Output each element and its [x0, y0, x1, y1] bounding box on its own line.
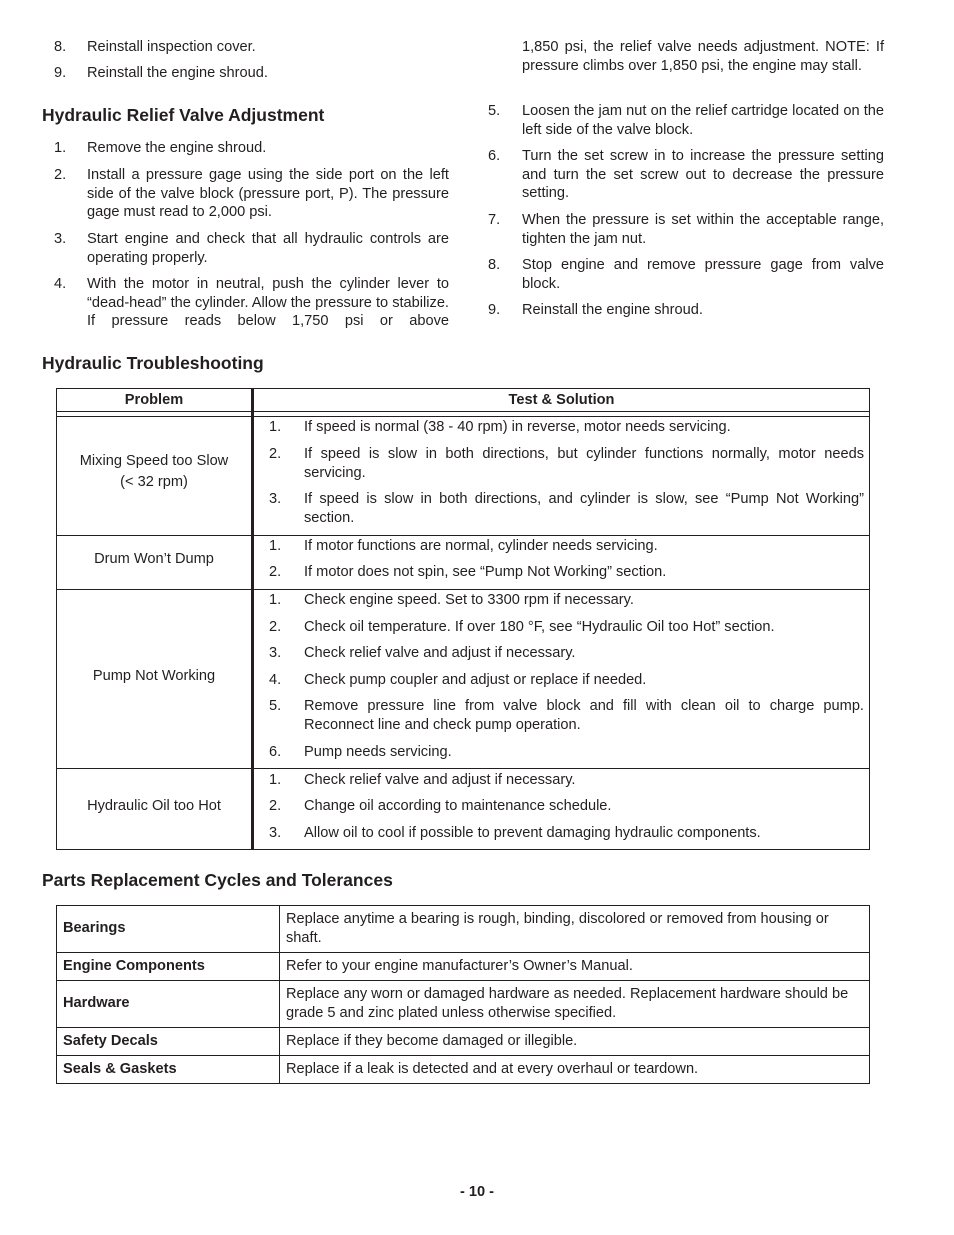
item-text: Reinstall the engine shroud.	[522, 302, 703, 318]
item-number: 8.	[488, 257, 501, 273]
solution-text: Check oil temperature. If over 180 °F, see “Hydraulic Oil too Hot” section.	[304, 619, 775, 635]
part-name: Bearings	[57, 906, 280, 953]
list-item	[488, 256, 884, 294]
part-name: Seals & Gaskets	[57, 1056, 280, 1084]
solution-text: If speed is slow in both directions, but cylinder functions normally, motor needs servicing.	[304, 446, 864, 481]
section-heading-parts-replacement: Parts Replacement Cycles and Tolerances	[42, 870, 393, 890]
item-number: 4.	[269, 672, 282, 688]
item-number: 2.	[269, 446, 282, 462]
item-text: Start engine and check that all hydraulic controls are operating properly.	[87, 231, 449, 266]
problem-text: Hydraulic Oil too Hot	[87, 798, 221, 814]
problem-text: Mixing Speed too Slow	[79, 453, 229, 469]
header-divider	[57, 411, 869, 412]
problem-text: (< 32 rpm)	[120, 473, 188, 490]
solution-text: If speed is slow in both directions, and cylinder is slow, see “Pump Not Working” section.	[304, 491, 864, 526]
item-text: Stop engine and remove pressure gage from valve block.	[522, 257, 884, 292]
item-number: 2.	[269, 564, 282, 580]
item-number: 1.	[269, 538, 282, 554]
problem-cell	[57, 550, 251, 569]
list-item	[54, 275, 450, 331]
item-text: Loosen the jam nut on the relief cartridge located on the left side of the valve block.	[522, 103, 884, 138]
list-item	[54, 230, 450, 268]
part-instruction: Refer to your engine manufacturer’s Owner’s Manual.	[280, 953, 870, 981]
part-name: Engine Components	[57, 953, 280, 981]
item-number: 1.	[54, 140, 67, 156]
section-heading-troubleshooting: Hydraulic Troubleshooting	[42, 353, 264, 373]
solution-text: Change oil according to maintenance schedule.	[304, 798, 612, 814]
solution-text: If motor does not spin, see “Pump Not Working” section.	[304, 564, 667, 580]
list-item	[54, 166, 450, 222]
item-text: With the motor in neutral, push the cylinder lever to “dead-head” the cylinder. Allow the pressure to stabilize. If pressure reads below 1,750 psi or above	[87, 276, 449, 329]
item-number: 1.	[269, 592, 282, 608]
parts-replacement-table	[56, 905, 870, 1084]
part-name: Hardware	[57, 981, 280, 1028]
table-row	[57, 1056, 870, 1084]
troubleshooting-table	[56, 388, 870, 850]
item-number: 2.	[269, 619, 282, 635]
list-item	[488, 211, 884, 249]
item-number: 2.	[54, 167, 67, 183]
list-item	[488, 301, 884, 321]
item-number: 3.	[269, 491, 282, 507]
item-number: 1.	[269, 772, 282, 788]
item-number: 1.	[269, 419, 282, 435]
list-item	[54, 38, 450, 58]
item-number: 8.	[54, 39, 67, 55]
item-number: 2.	[269, 798, 282, 814]
problem-text: Drum Won’t Dump	[94, 551, 214, 567]
solution-text: Check relief valve and adjust if necessary.	[304, 645, 576, 661]
item-text: When the pressure is set within the acceptable range, tighten the jam nut.	[522, 212, 884, 247]
item-text: Turn the set screw in to increase the pressure setting and turn the set screw out to decrease the pressure setting.	[522, 148, 884, 201]
solution-text: Pump needs servicing.	[304, 744, 452, 760]
table-row	[57, 981, 870, 1028]
item-continuation-text: 1,850 psi, the relief valve needs adjustment. NOTE: If pressure climbs over 1,850 psi, the engine may stall.	[522, 39, 884, 74]
item-number: 3.	[269, 645, 282, 661]
item-text: Reinstall inspection cover.	[87, 39, 256, 55]
part-instruction: Replace if a leak is detected and at every overhaul or teardown.	[280, 1056, 870, 1084]
item-number: 3.	[54, 231, 67, 247]
item-number: 9.	[488, 302, 501, 318]
part-name: Safety Decals	[57, 1028, 280, 1056]
item-number: 7.	[488, 212, 501, 228]
solution-text: Check relief valve and adjust if necessary.	[304, 772, 576, 788]
section-heading-relief-valve: Hydraulic Relief Valve Adjustment	[42, 105, 325, 125]
solution-text: If motor functions are normal, cylinder needs servicing.	[304, 538, 658, 554]
problem-cell	[57, 797, 251, 816]
column-header-test-solution: Test & Solution	[508, 392, 615, 408]
row-divider	[57, 535, 869, 536]
item-number: 5.	[269, 698, 282, 714]
list-item	[488, 102, 884, 140]
solution-text: Allow oil to cool if possible to prevent damaging hydraulic components.	[304, 825, 761, 841]
table-row	[57, 1028, 870, 1056]
item-number: 9.	[54, 65, 67, 81]
row-divider	[57, 768, 869, 769]
table-row	[57, 906, 870, 953]
item-number: 4.	[54, 276, 67, 292]
item-number: 5.	[488, 103, 501, 119]
header-divider	[57, 416, 869, 417]
item-text: Reinstall the engine shroud.	[87, 65, 268, 81]
part-instruction: Replace if they become damaged or illegible.	[280, 1028, 870, 1056]
list-item	[488, 147, 884, 203]
item-text: Remove the engine shroud.	[87, 140, 267, 156]
list-item	[54, 139, 450, 159]
solution-text: Check pump coupler and adjust or replace if needed.	[304, 672, 647, 688]
problem-text: Pump Not Working	[92, 668, 216, 684]
problem-cell	[57, 452, 251, 491]
solution-text: Check engine speed. Set to 3300 rpm if necessary.	[304, 592, 634, 608]
column-divider	[251, 389, 254, 849]
table-row	[57, 953, 870, 981]
item-number: 3.	[269, 825, 282, 841]
item-text: Install a pressure gage using the side port on the left side of the valve block (pressure port, P). The pressure gage must read to 2,000 psi.	[87, 167, 449, 220]
problem-cell	[57, 667, 251, 686]
page-number: - 10 -	[459, 1184, 495, 1200]
solution-text: Remove pressure line from valve block and fill with clean oil to charge pump. Reconnect line and check pump operation.	[304, 698, 864, 733]
row-divider	[57, 589, 869, 590]
part-instruction: Replace anytime a bearing is rough, binding, discolored or removed from housing or shaft.	[280, 906, 870, 953]
solution-text: If speed is normal (38 - 40 rpm) in reverse, motor needs servicing.	[304, 419, 731, 435]
part-instruction: Replace any worn or damaged hardware as needed. Replacement hardware should be grade 5 and zinc plated unless otherwise specified.	[280, 981, 870, 1028]
item-number: 6.	[488, 148, 501, 164]
list-item	[54, 64, 450, 84]
item-number: 6.	[269, 744, 282, 760]
column-header-problem: Problem	[124, 392, 184, 408]
